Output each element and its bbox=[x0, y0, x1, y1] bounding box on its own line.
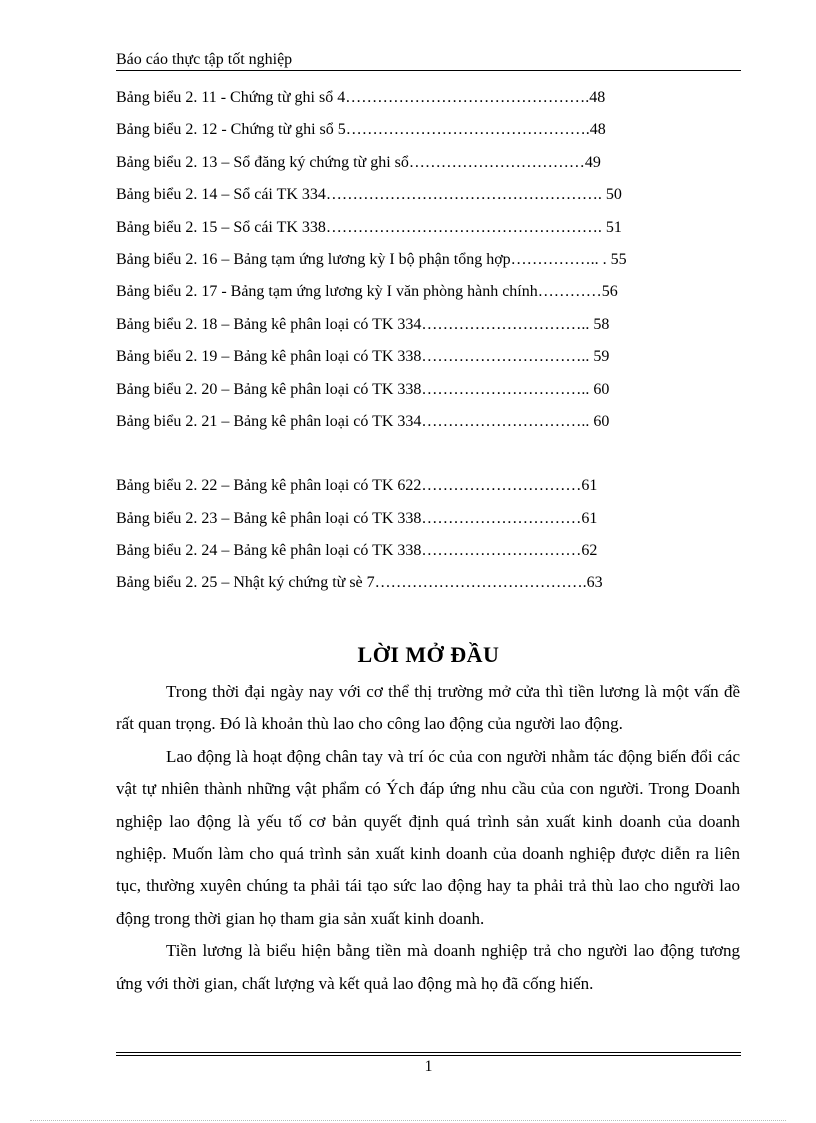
footer-rule bbox=[116, 1052, 741, 1053]
toc-item[interactable]: Bảng biểu 2. 24 – Bảng kê phân loại có TK 338…………………………62 bbox=[116, 542, 598, 560]
toc-item[interactable]: Bảng biểu 2. 12 - Chứng từ ghi sổ 5……………………………………….48 bbox=[116, 121, 606, 139]
toc-item[interactable]: Bảng biểu 2. 16 – Bảng tạm ứng lương kỳ I bộ phận tổng hợp…………….. . 55 bbox=[116, 250, 627, 268]
paragraph: Trong thời đại ngày nay với cơ thể thị trường mở cửa thì tiền lương là một vấn đề rất quan trọng. Đó là khoản thù lao cho công lao động của người lao động. bbox=[116, 682, 740, 734]
table-of-figures bbox=[116, 84, 741, 602]
toc-item[interactable]: Bảng biểu 2. 21 – Bảng kê phân loại có TK 334………………………….. 60 bbox=[116, 412, 610, 430]
toc-item[interactable]: Bảng biểu 2. 25 – Nhật ký chứng từ sè 7………………………………….63 bbox=[116, 574, 603, 592]
toc-item[interactable]: Bảng biểu 2. 11 - Chứng từ ghi sổ 4……………………………………….48 bbox=[116, 89, 606, 106]
toc-spacer bbox=[116, 440, 741, 472]
toc-item[interactable]: Bảng biểu 2. 17 - Bảng tạm ứng lương kỳ I văn phòng hành chính…………56 bbox=[116, 283, 618, 301]
toc-item[interactable]: Bảng biểu 2. 19 – Bảng kê phân loại có TK 338………………………….. 59 bbox=[116, 348, 610, 366]
toc-item[interactable]: Bảng biểu 2. 15 – Sổ cái TK 338……………………………………………. 51 bbox=[116, 218, 622, 236]
page-border-dotted bbox=[30, 1120, 786, 1121]
toc-item[interactable]: Bảng biểu 2. 18 – Bảng kê phân loại có TK 334………………………….. 58 bbox=[116, 315, 610, 333]
header-rule bbox=[116, 70, 741, 71]
toc-item[interactable]: Bảng biểu 2. 14 – Sổ cái TK 334……………………………………………. 50 bbox=[116, 186, 622, 204]
section-title: LỜI MỞ ĐẦU bbox=[357, 642, 500, 667]
footer-rule bbox=[116, 1055, 741, 1056]
toc-item[interactable]: Bảng biểu 2. 23 – Bảng kê phân loại có TK 338…………………………61 bbox=[116, 509, 598, 527]
page-header: Báo cáo thực tập tốt nghiệp bbox=[116, 51, 293, 68]
body-text bbox=[116, 676, 740, 1000]
paragraph: Tiền lương là biểu hiện bằng tiền mà doanh nghiệp trả cho người lao động tương ứng với thời gian, chất lượng và kết quả lao động mà họ đã cống hiến. bbox=[116, 941, 740, 993]
page-number: 1 bbox=[424, 1058, 433, 1075]
toc-item[interactable]: Bảng biểu 2. 13 – Sổ đăng ký chứng từ ghi sổ……………………………49 bbox=[116, 153, 601, 171]
paragraph: Lao động là hoạt động chân tay và trí óc của con người nhằm tác động biến đổi các vật tự nhiên thành những vật phẩm có Ých đáp ứng nhu cầu của con người. Trong Doanh nghiệp lao động là yếu tố cơ bản quyết định quá trình sản xuất kinh doanh của doanh nghiệp. Muốn làm cho quá trình sản xuất kinh doanh của doanh nghiệp được diễn ra liên tục, thường xuyên chúng ta phải tái tạo sức lao động hay ta phải trả thù lao cho người lao động trong thời gian họ tham gia sản xuất kinh doanh. bbox=[116, 746, 740, 928]
toc-item[interactable]: Bảng biểu 2. 20 – Bảng kê phân loại có TK 338………………………….. 60 bbox=[116, 380, 610, 398]
toc-item[interactable]: Bảng biểu 2. 22 – Bảng kê phân loại có TK 622…………………………61 bbox=[116, 477, 598, 495]
